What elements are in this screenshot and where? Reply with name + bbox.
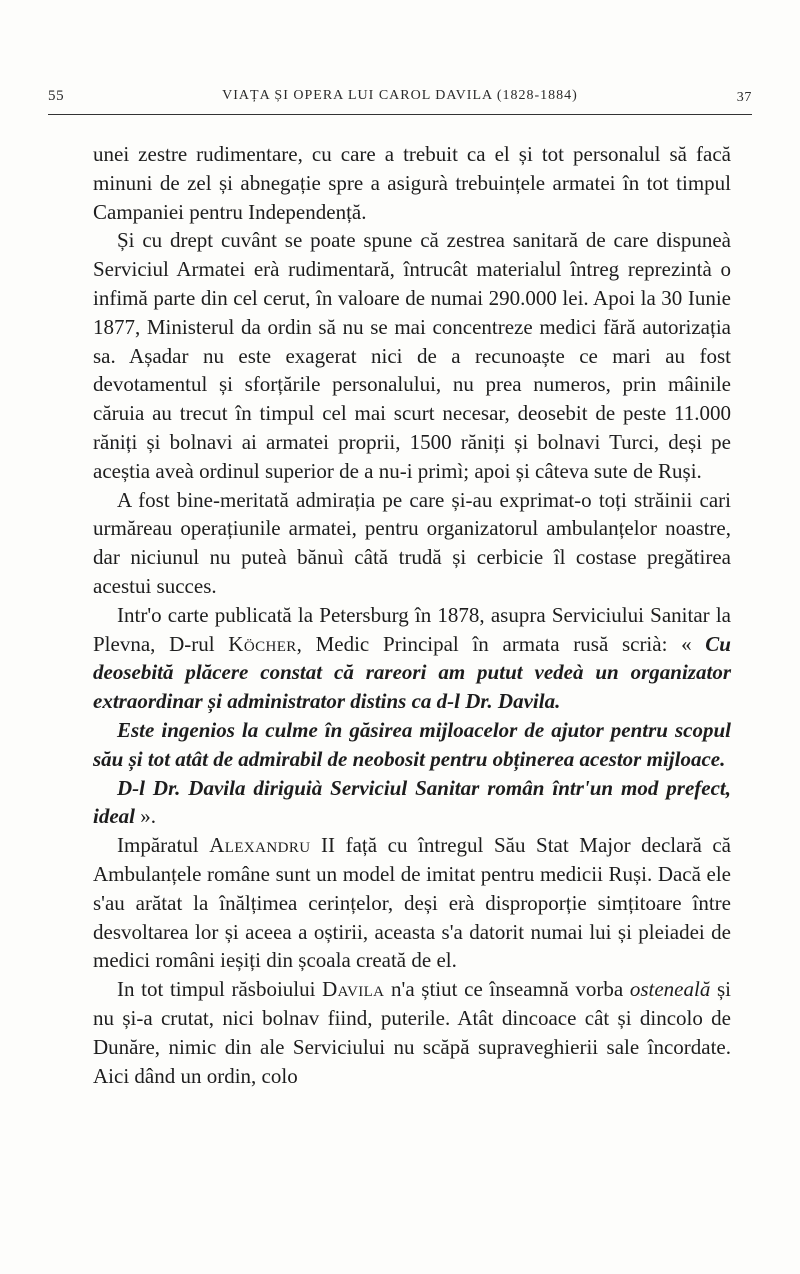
quote-part-1: Cu deosebită plăcere constat că rareori am putut vedeà un organizator extraordinar și administrator distins ca d-l Dr. Davila. (93, 631, 731, 714)
paragraph-4-mid: , Medic Principal în armata rusă scrià: « (296, 631, 706, 656)
paragraph-8-mid: n'a știut ce înseamnă vorba (384, 977, 630, 1002)
person-name-davila: Davila (322, 977, 385, 1002)
running-header (48, 88, 752, 114)
header-title: VIAȚA ȘI OPERA LUI CAROL DAVILA (1828-1884) (222, 88, 578, 103)
emphasized-word: osteneală (629, 977, 711, 1002)
paragraph-7-rest: II față cu întregul Său Stat Major declară că Ambulanțele române sunt un model de imitat pentru medicii Ruși. Dacă ele s'au arătat la înălțimea cerințelor, deși erà disproporție simțitoare între desvoltarea lor și aceea a oștirii, aceasta s'a datorit numai lui și pleiadei de medici români ieșiți din școala creată de el. (93, 833, 731, 973)
quote-part-2: Este ingenios la culme în găsirea mijloacelor de ajutor pentru scopul său și tot atât de admirabil de neobosit pentru obținerea acestor mijloace. (93, 717, 731, 771)
paragraph-7 (93, 831, 731, 975)
main-text (93, 140, 731, 1090)
paragraph-5 (93, 716, 731, 774)
paragraph-7-start: Impăratul (117, 833, 210, 858)
paragraph-4-start: Intr'o carte publicată la Petersburg în 1878, asupra Serviciului Sanitar la Plevna, D-rul (93, 602, 731, 656)
person-name-kocher: Köcher (228, 631, 297, 656)
paragraph-8 (93, 975, 731, 1090)
paragraph-8-start: In tot timpul răsboiului (117, 977, 323, 1002)
quote-close: ». (135, 804, 156, 829)
page-number: 37 (736, 90, 752, 105)
paragraph-3: A fost bine-meritată admirația pe care și-au exprimat-o toți străinii cari urmăreau operațiunile armatei, pentru organizatorul ambulanțelor noastre, dar niciunul nu puteà bănuì câtă trudă și cerbicie îl costase pregătirea acestui succes. (93, 487, 731, 598)
paragraph-6 (93, 774, 731, 832)
paragraph-8-rest: și nu și-a crutat, nici bolnav fiind, puterile. Atât dincoace cât și dincolo de Dunăre, nimic din ale Serviciului nu scăpă supraveghierii sale încordate. Aici dând un ordin, colo (93, 977, 731, 1088)
paragraph-1: unei zestre rudimentare, cu care a trebuit ca el și tot personalul să facă minuni de zel și abnegație spre a asigurà trebuințele armatei în tot timpul Campaniei pentru Independență. (93, 142, 731, 224)
quote-part-3: D-l Dr. Davila diriguià Serviciul Sanitar român într'un mod prefect, ideal (93, 775, 731, 829)
header-left-number: 55 (48, 88, 65, 104)
person-name-alexandru: Alexandru (209, 833, 311, 858)
paragraph-4 (93, 601, 731, 716)
header-rule (48, 114, 752, 115)
paragraph-2: Și cu drept cuvânt se poate spune că zestrea sanitară de care dispuneà Serviciul Armatei erà rudimentară, întrucât materialul întreg reprezintà o infimă parte din cel cerut, în valoare de numai 290.000 lei. Apoi la 30 Iunie 1877, Ministerul da ordin să nu se mai concentreze medici fără autorizația sa. Așadar nu este exagerat nici de a recunoaște ce mari au fost devotamentul și sforțările personalului, nu prea numeros, prin mâinile căruia au trecut în timpul cel mai scurt necesar, deosebit de peste 11.000 răniți și bolnavi ai armatei proprii, 1500 răniți și bolnavi Turci, deși pe aceștia aveà ordinul superior de a nu-i primì; apoi și câteva sute de Ruși. (93, 228, 731, 483)
